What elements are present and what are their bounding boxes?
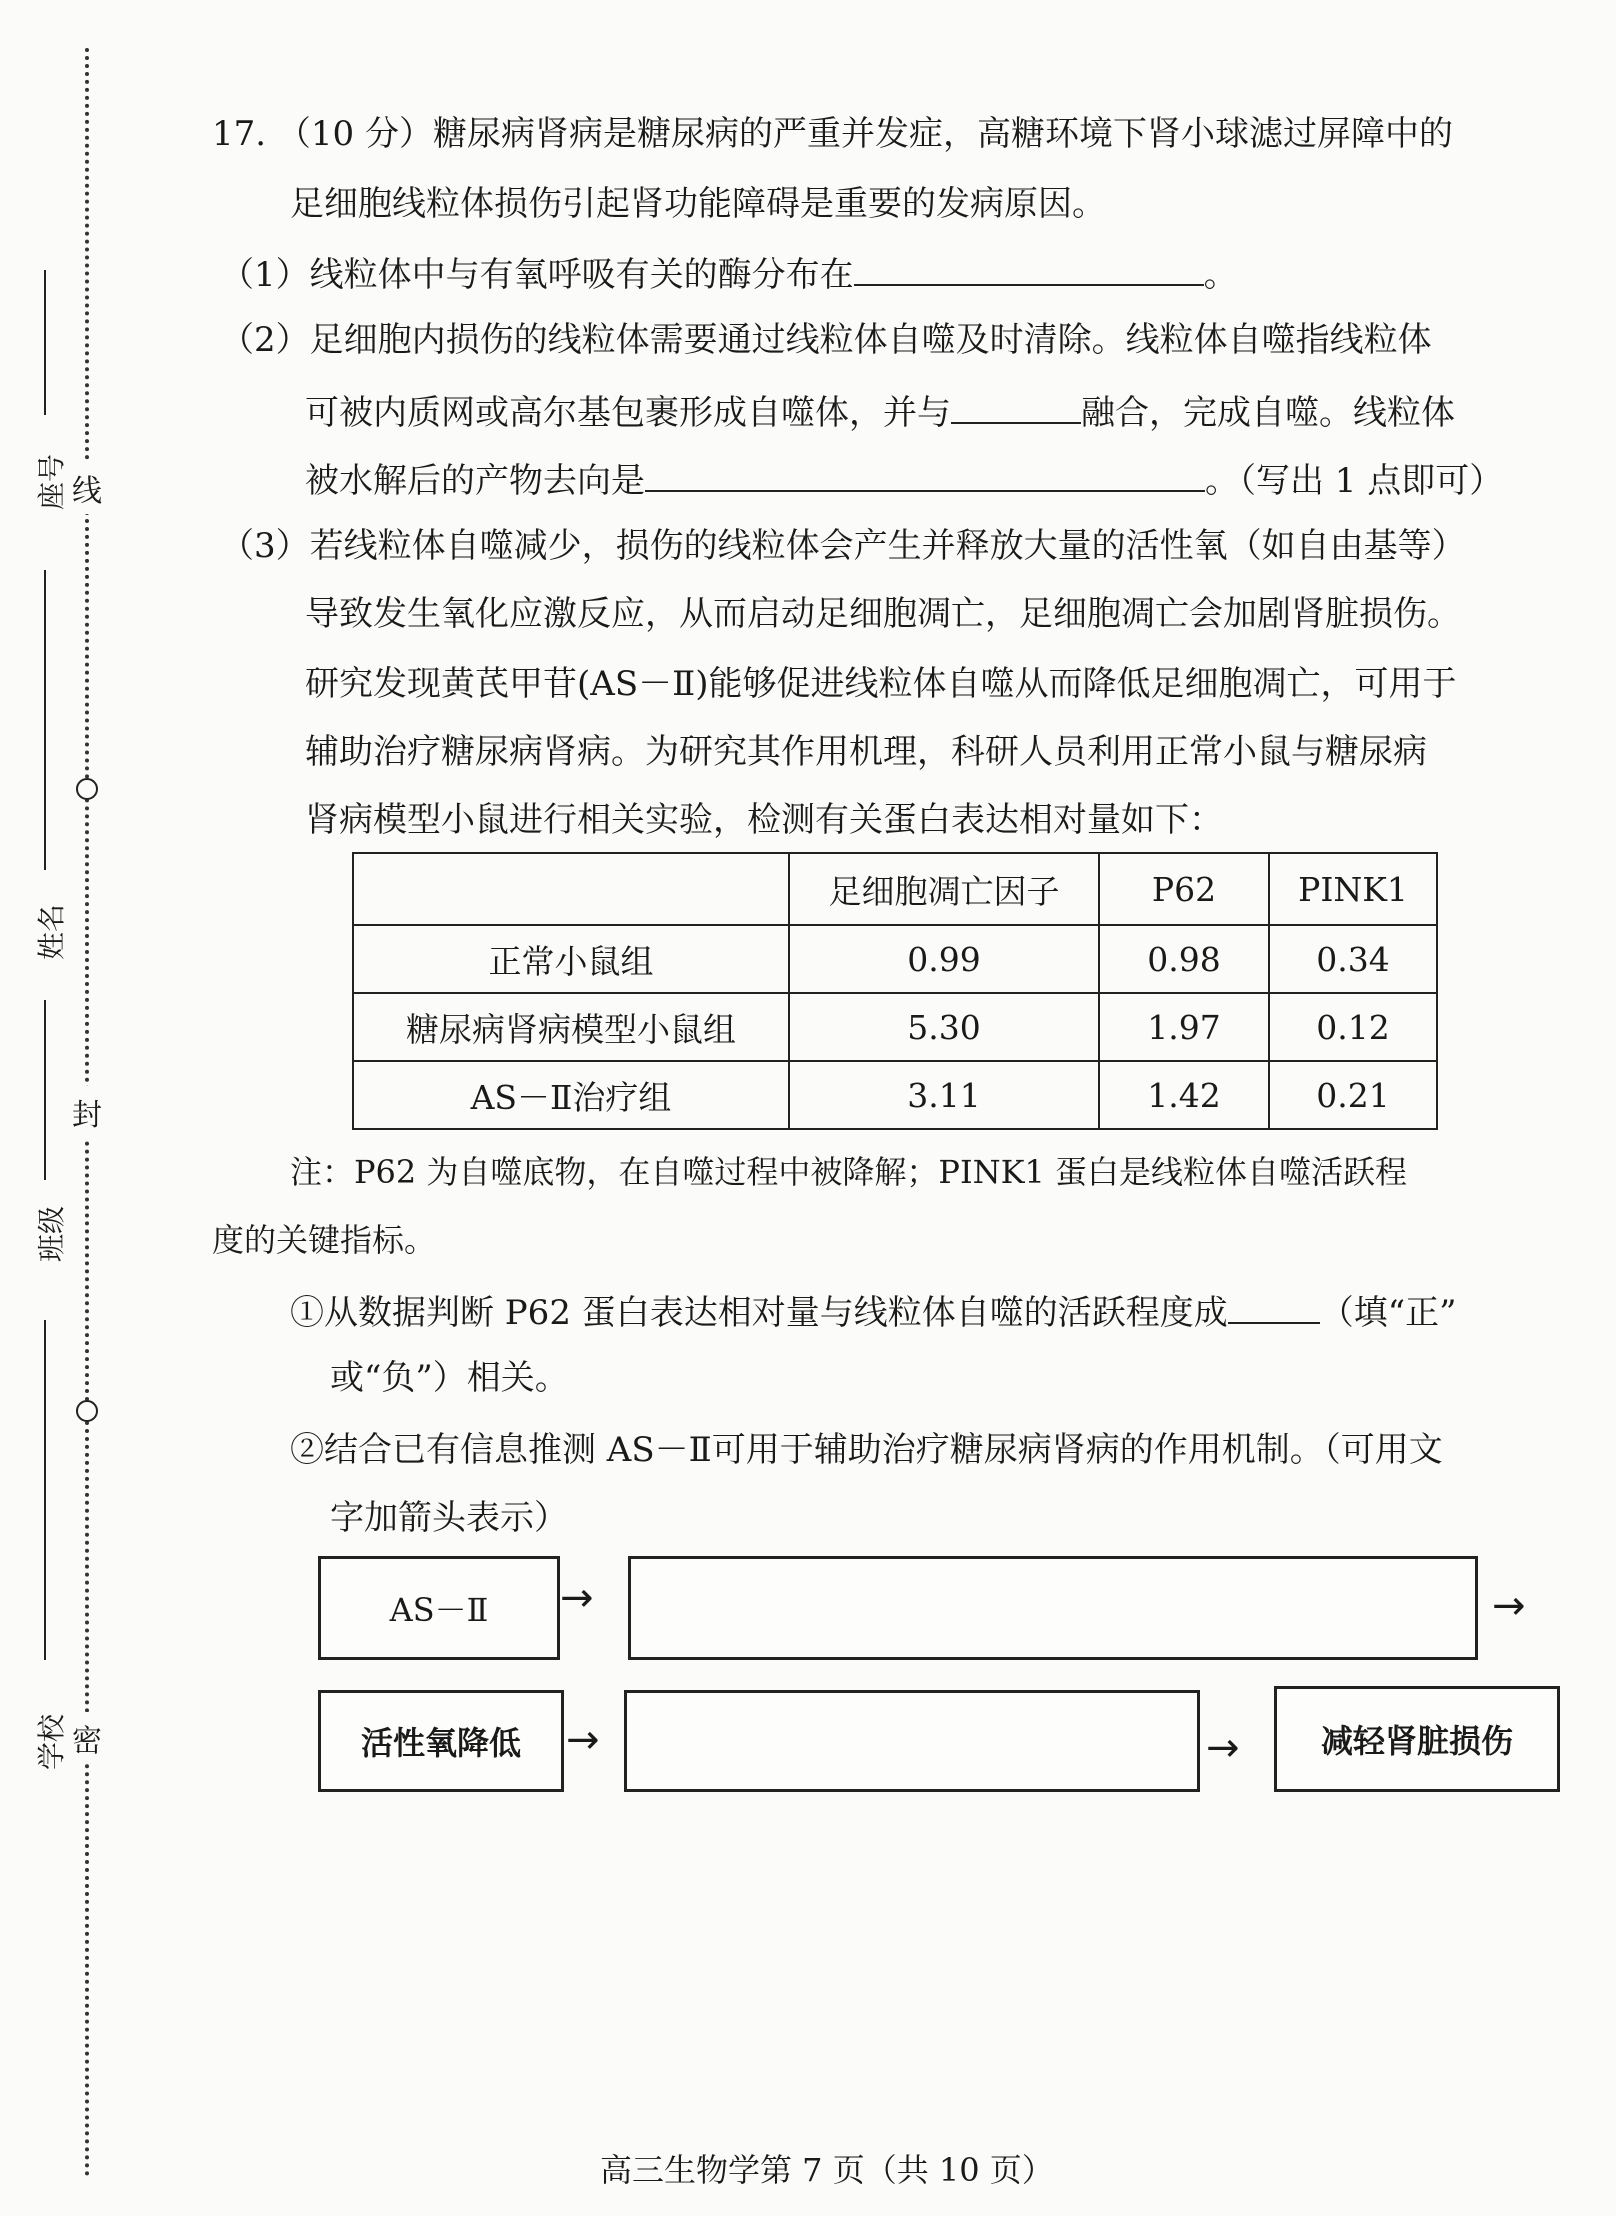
part1-line	[220, 250, 1238, 297]
part2-line3-text: 被水解后的产物去向是	[305, 461, 645, 501]
sub1-fill-hint: （填“正”	[1319, 1293, 1457, 1333]
table-note-line2: 度的关键指标。	[212, 1221, 437, 1259]
table-cell: 0.12	[1269, 993, 1437, 1061]
flow-box-end	[1274, 1686, 1560, 1792]
part3-line5: 肾病模型小鼠进行相关实验，检测有关蛋白表达相对量如下：	[305, 800, 1223, 840]
table-cell: 糖尿病肾病模型小鼠组	[353, 993, 789, 1061]
flow-answer-box-2[interactable]	[624, 1690, 1200, 1792]
flow-box-as2	[318, 1556, 560, 1660]
table-cell: AS－Ⅱ治疗组	[353, 1061, 789, 1129]
school-write-line	[44, 1320, 46, 1660]
table-header-cell: 足细胞凋亡因子	[789, 853, 1099, 925]
part3-line2: 导致发生氧化应激反应，从而启动足细胞凋亡，足细胞凋亡会加剧肾脏损伤。	[305, 594, 1461, 634]
table-cell: 0.99	[789, 925, 1099, 993]
seal-char-mi: 密	[72, 1712, 102, 1764]
binding-circle-top	[76, 778, 98, 800]
table-cell: 1.97	[1099, 993, 1269, 1061]
part2-line2-text: 可被内质网或高尔基包裹形成自噬体，并与	[305, 393, 951, 433]
part2-fusion-blank[interactable]	[951, 388, 1081, 424]
table-cell: 1.42	[1099, 1061, 1269, 1129]
class-write-line	[44, 1000, 46, 1180]
question-intro-line1	[212, 112, 1453, 156]
table-row	[353, 1061, 1437, 1129]
table-cell: 0.98	[1099, 925, 1269, 993]
seal-char-feng: 封	[72, 1086, 102, 1138]
table-header-row	[353, 853, 1437, 925]
table-header-cell: P62	[1099, 853, 1269, 925]
school-label: 学校	[35, 1713, 68, 1770]
part2-line3	[305, 456, 1503, 503]
table-note-line1: 注：P62 为自噬底物，在自噬过程中被降解；PINK1 蛋白是线粒体自噬活跃程	[290, 1153, 1408, 1191]
flow-box-ros	[318, 1690, 564, 1792]
sub2-line2: 字加箭头表示）	[330, 1498, 568, 1538]
part2-line2	[305, 388, 1455, 435]
table-header-cell	[353, 853, 789, 925]
class-label: 班级	[35, 1205, 68, 1262]
part1-answer-blank[interactable]	[854, 250, 1204, 286]
name-label: 姓名	[35, 903, 68, 960]
table-cell: 3.11	[789, 1061, 1099, 1129]
flow-answer-box-1[interactable]	[628, 1556, 1478, 1660]
flow-box-end-label: 减轻肾脏损伤	[1320, 1722, 1513, 1760]
flow-arrow-3: →	[566, 1717, 600, 1763]
flow-arrow-1: →	[560, 1575, 594, 1621]
table-cell: 0.34	[1269, 925, 1437, 993]
table-cell: 正常小鼠组	[353, 925, 789, 993]
protein-expression-table	[352, 852, 1438, 1130]
question-intro-line2: 足细胞线粒体损伤引起肾功能障碍是重要的发病原因。	[290, 184, 1106, 224]
table-row	[353, 925, 1437, 993]
sub1-line1	[290, 1288, 1457, 1335]
question-intro-text: 糖尿病肾病是糖尿病的严重并发症，高糖环境下肾小球滤过屏障中的	[432, 114, 1453, 154]
sub1-text: ①从数据判断 P62 蛋白表达相对量与线粒体自噬的活跃程度成	[290, 1293, 1228, 1333]
seat-label: 座号	[35, 453, 68, 510]
part3-line4: 辅助治疗糖尿病肾病。为研究其作用机理，科研人员利用正常小鼠与糖尿病	[305, 732, 1427, 772]
table-row	[353, 993, 1437, 1061]
binding-circle-bottom	[76, 1400, 98, 1422]
page-footer: 高三生物学第 7 页（共 10 页）	[600, 2151, 1054, 2189]
sub1-line2: 或“负”）相关。	[330, 1358, 569, 1398]
sub1-answer-blank[interactable]	[1228, 1288, 1320, 1324]
part3-line3: 研究发现黄芪甲苷(AS－Ⅱ)能够促进线粒体自噬从而降低足细胞凋亡，可用于	[305, 664, 1457, 704]
part3-line1: （3）若线粒体自噬减少，损伤的线粒体会产生并释放大量的活性氧（如自由基等）	[220, 526, 1466, 566]
seat-write-line	[44, 270, 46, 415]
flow-arrow-4: →	[1206, 1725, 1240, 1771]
sub2-line1: ②结合已有信息推测 AS－Ⅱ可用于辅助治疗糖尿病肾病的作用机制。（可用文	[290, 1430, 1443, 1470]
flow-arrow-2: →	[1492, 1583, 1526, 1629]
part1-text: （1）线粒体中与有氧呼吸有关的酶分布在	[220, 255, 854, 295]
name-write-line	[44, 570, 46, 870]
part2-line2-end: 融合，完成自噬。线粒体	[1081, 393, 1455, 433]
flow-box-as2-label: AS－Ⅱ	[389, 1591, 489, 1629]
part2-line1: （2）足细胞内损伤的线粒体需要通过线粒体自噬及时清除。线粒体自噬指线粒体	[220, 320, 1432, 360]
table-cell: 5.30	[789, 993, 1099, 1061]
seal-char-xian: 线	[72, 462, 102, 514]
part2-product-blank[interactable]	[645, 456, 1205, 492]
part2-line3-end: 。（写出 1 点即可）	[1205, 461, 1504, 501]
flow-box-ros-label: 活性氧降低	[360, 1724, 521, 1762]
question-number: 17. （10 分）	[212, 114, 433, 154]
table-cell: 0.21	[1269, 1061, 1437, 1129]
part1-end: 。	[1203, 255, 1238, 295]
table-header-cell: PINK1	[1269, 853, 1437, 925]
